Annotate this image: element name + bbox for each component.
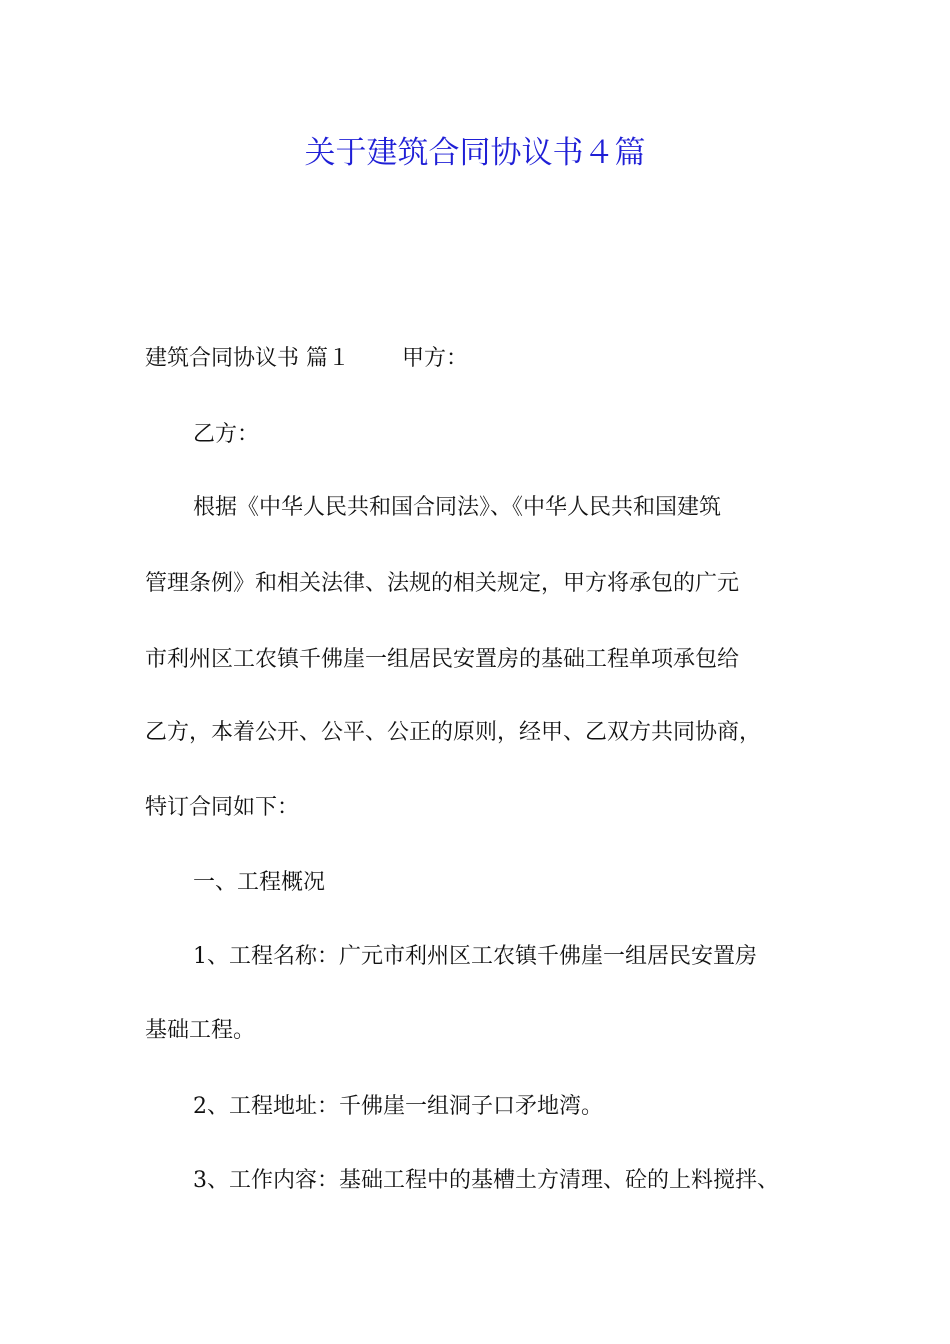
party-a-label: 甲方： bbox=[402, 346, 469, 371]
paragraph-line: 基础工程。 bbox=[145, 1018, 256, 1043]
paragraph-line: 根据《中华人民共和国合同法》、《中华人民共和国建筑 bbox=[193, 495, 722, 520]
paragraph-heading-line bbox=[145, 344, 468, 374]
paragraph-line: 乙方，本着公开、公平、公正的原则，经甲、乙双方共同协商， bbox=[145, 720, 762, 745]
paragraph-line: 3、工作内容：基础工程中的基槽土方清理、砼的上料搅拌、 bbox=[193, 1168, 779, 1193]
party-b-label: 乙方： bbox=[193, 422, 260, 447]
section-heading: 建筑合同协议书 篇１ bbox=[145, 346, 350, 371]
paragraph-line: 特订合同如下： bbox=[145, 795, 300, 820]
document-title: 关于建筑合同协议书４篇 bbox=[304, 135, 646, 171]
paragraph-line: 2、工程地址：千佛崖一组洞子口矛地湾。 bbox=[193, 1094, 603, 1119]
paragraph-line: 1、工程名称：广元市利州区工农镇千佛崖一组居民安置房 bbox=[193, 944, 757, 969]
section-heading-overview: 一、工程概况 bbox=[193, 870, 326, 895]
paragraph-line: 市利州区工农镇千佛崖一组居民安置房的基础工程单项承包给 bbox=[145, 647, 740, 672]
paragraph-line: 管理条例》和相关法律、法规的相关规定，甲方将承包的广元 bbox=[145, 571, 740, 596]
